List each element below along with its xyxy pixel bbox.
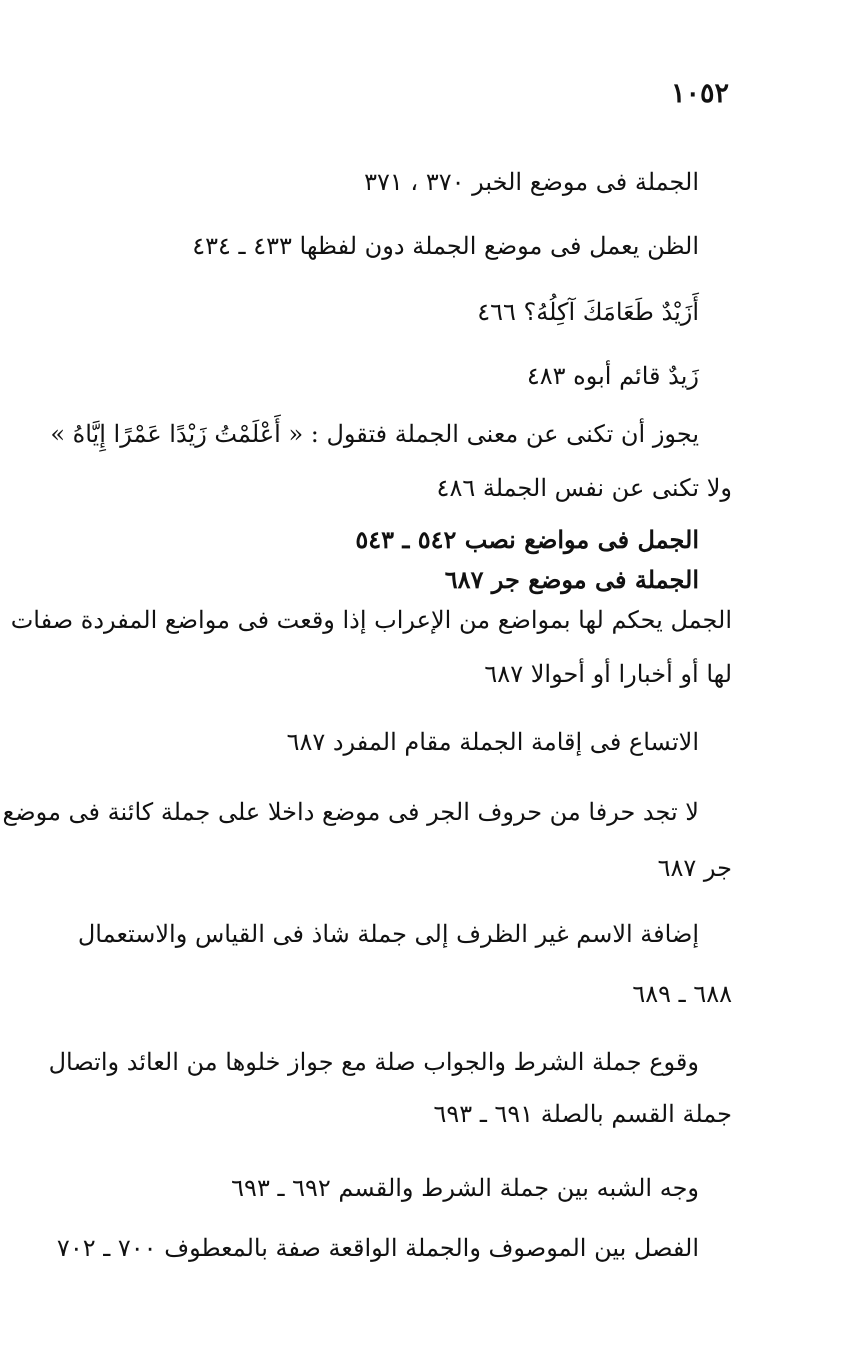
index-entry: الفصل بين الموصوف والجملة الواقعة صفة بالمعطوف ٧٠٠ ـ ٧٠٢ bbox=[56, 1234, 699, 1262]
index-entry-line: وقوع جملة الشرط والجواب صلة مع جواز خلوها من العائد واتصال bbox=[48, 1048, 699, 1076]
index-entry: الجمل فى مواضع نصب ٥٤٢ ـ ٥٤٣ bbox=[355, 525, 699, 554]
index-entry: الجملة فى موضع جر ٦٨٧ bbox=[444, 565, 699, 594]
index-entry: الاتساع فى إقامة الجملة مقام المفرد ٦٨٧ bbox=[286, 728, 699, 756]
index-entry-line: ولا تكنى عن نفس الجملة ٤٨٦ bbox=[436, 474, 732, 502]
page-number: ١٠٥٢ bbox=[670, 78, 729, 109]
index-entry: الجملة فى موضع الخبر ٣٧٠ ، ٣٧١ bbox=[364, 168, 699, 196]
index-entry: وجه الشبه بين جملة الشرط والقسم ٦٩٢ ـ ٦٩٣ bbox=[231, 1174, 699, 1202]
index-entry-line: ٦٨٨ ـ ٦٨٩ bbox=[632, 980, 732, 1008]
index-entry-line: يجوز أن تكنى عن معنى الجملة فتقول : « أَعْلَمْتُ زَيْدًا عَمْرًا إِيَّاهُ » bbox=[50, 420, 699, 448]
index-entry-line: لا تجد حرفا من حروف الجر فى موضع داخلا على جملة كائنة فى موضع bbox=[2, 798, 699, 826]
index-entry-line: إضافة الاسم غير الظرف إلى جملة شاذ فى القياس والاستعمال bbox=[77, 920, 699, 948]
index-entry-line: لها أو أخبارا أو أحوالا ٦٨٧ bbox=[484, 660, 732, 688]
index-entry: زَيدٌ قائم أبوه ٤٨٣ bbox=[526, 362, 699, 390]
index-entry-line: الجمل يحكم لها بمواضع من الإعراب إذا وقعت فى مواضع المفردة صفات bbox=[10, 606, 732, 634]
index-entry-line: جر ٦٨٧ bbox=[657, 854, 732, 882]
index-entry: أَزَيْدٌ طَعَامَكَ آكِلُهُ؟ ٤٦٦ bbox=[477, 298, 699, 326]
index-entry-line: جملة القسم بالصلة ٦٩١ ـ ٦٩٣ bbox=[433, 1100, 732, 1128]
index-entry: الظن يعمل فى موضع الجملة دون لفظها ٤٣٣ ـ ٤٣٤ bbox=[192, 232, 699, 260]
